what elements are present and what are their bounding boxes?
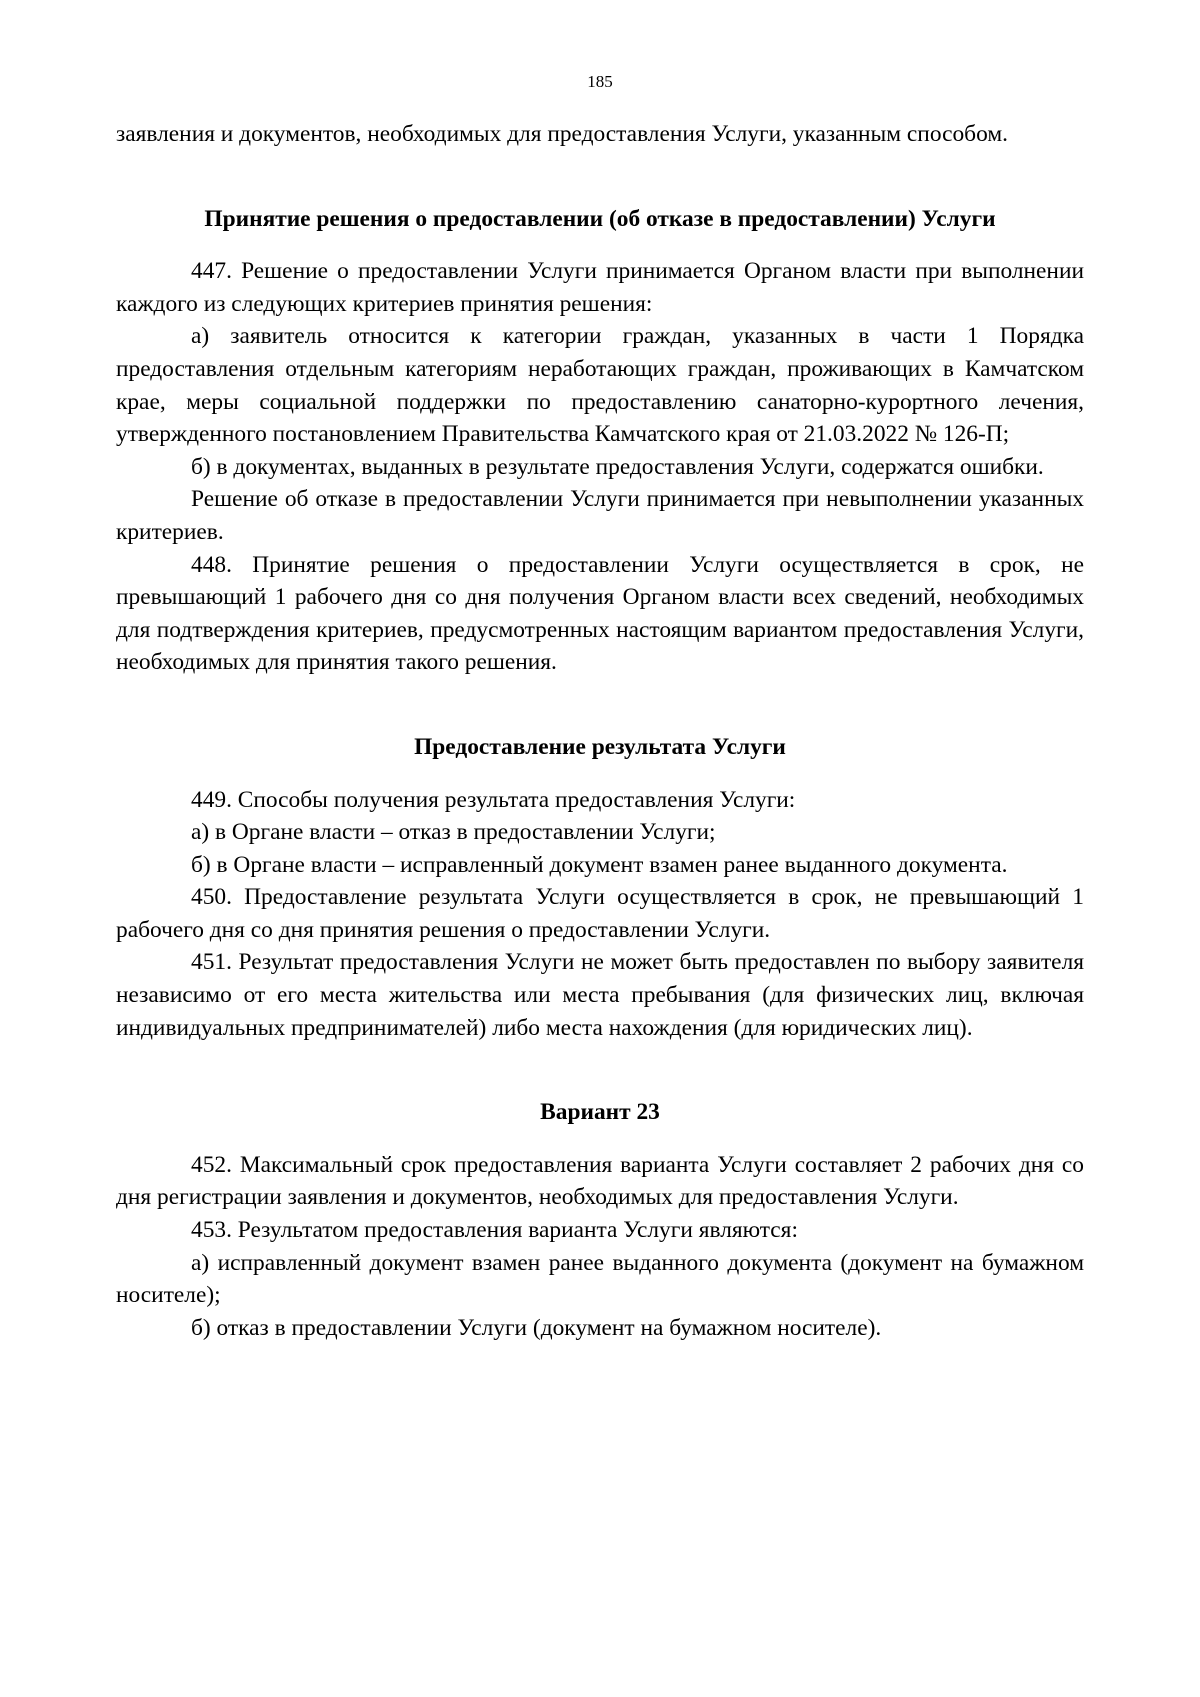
paragraph-453: 453. Результатом предоставления варианта Услуги являются: xyxy=(191,1217,798,1244)
document-body xyxy=(116,118,1084,1344)
paragraph-447: 447. Решение о предоставлении Услуги принимается Органом власти при выполнении каждого из следующих критериев принятия решения: xyxy=(116,258,1084,317)
paragraph-449-b: б) в Органе власти – исправленный документ взамен ранее выданного документа. xyxy=(191,851,1008,878)
section-heading-decision: Принятие решения о предоставлении (об отказе в предоставлении) Услуги xyxy=(204,205,996,232)
paragraph-450: 450. Предоставление результата Услуги осуществляется в срок, не превышающий 1 рабочего дня со дня принятия решения о предоставлении Услуги. xyxy=(116,884,1084,943)
page-number: 185 xyxy=(587,72,613,91)
section-heading-result: Предоставление результата Услуги xyxy=(414,733,786,760)
paragraph-449: 449. Способы получения результата предоставления Услуги: xyxy=(191,786,796,813)
paragraph-452: 452. Максимальный срок предоставления варианта Услуги составляет 2 рабочих дня со дня регистрации заявления и документов, необходимых для предоставления Услуги. xyxy=(116,1151,1084,1211)
paragraph-447-b: б) в документах, выданных в результате предоставления Услуги, содержатся ошибки. xyxy=(191,453,1044,480)
paragraph-447-a: а) заявитель относится к категории граждан, указанных в части 1 Порядка предоставления отдельным категориям неработающих граждан, проживающих в Камчатском крае, меры социальной поддержки по предоставлению санаторно-курортного лечения, утвержденного постановлением Правительства Камчатского края от 21.03.2022 № 126-П; xyxy=(116,323,1084,448)
paragraph-451: 451. Результат предоставления Услуги не может быть предоставлен по выбору заявителя независимо от его места жительства или места пребывания (для физических лиц, включая индивидуальных предпринимателей) либо места нахождения (для юридических лиц). xyxy=(116,949,1084,1041)
paragraph-continuation: заявления и документов, необходимых для предоставления Услуги, указанным способом. xyxy=(116,121,1008,147)
paragraph-449-a: а) в Органе власти – отказ в предоставлении Услуги; xyxy=(191,819,716,846)
section-heading-variant-23: Вариант 23 xyxy=(540,1099,660,1126)
paragraph-448: 448. Принятие решения о предоставлении Услуги осуществляется в срок, не превышающий 1 рабочего дня со дня получения Органом власти всех сведений, необходимых для подтверждения критериев, предусмотренных настоящим вариантом предоставления Услуги, необходимых для принятия такого решения. xyxy=(116,551,1084,676)
paragraph-453-a: а) исправленный документ взамен ранее выданного документа (документ на бумажном носителе); xyxy=(116,1249,1084,1309)
paragraph-447-refusal: Решение об отказе в предоставлении Услуги принимается при невыполнении указанных критериев. xyxy=(116,486,1084,545)
paragraph-453-b: б) отказ в предоставлении Услуги (документ на бумажном носителе). xyxy=(191,1314,882,1341)
